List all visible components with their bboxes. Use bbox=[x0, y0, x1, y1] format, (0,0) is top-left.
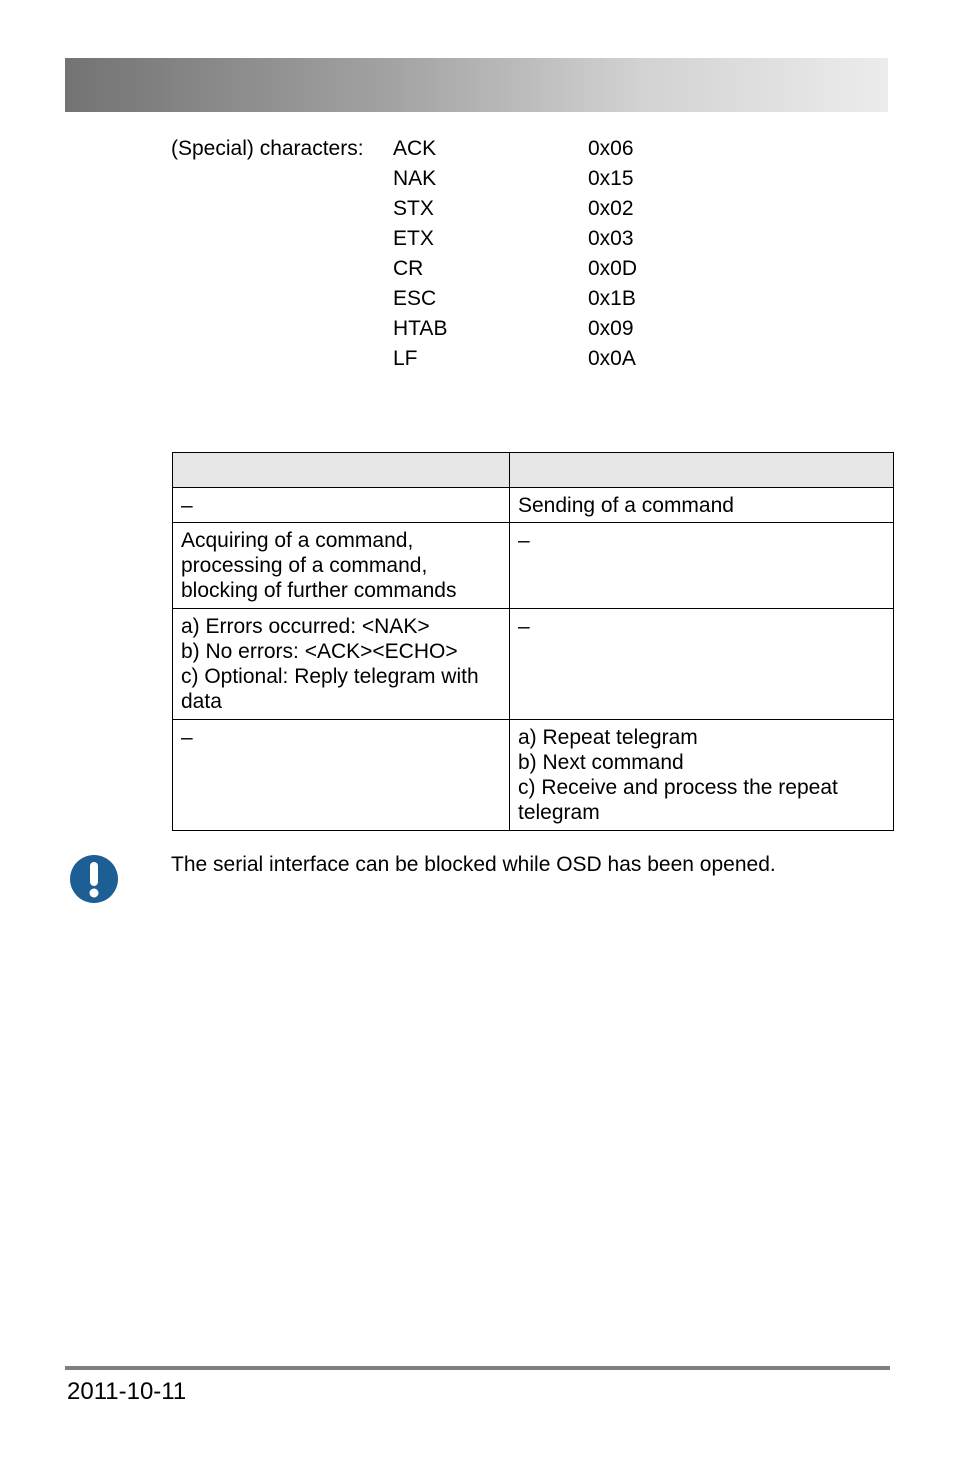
table-header-row bbox=[173, 453, 894, 488]
char-code: 0x0D bbox=[588, 257, 638, 280]
table-cell-left: Acquiring of a command, processing of a command, blocking of further commands bbox=[173, 523, 510, 609]
char-code: 0x09 bbox=[588, 317, 634, 340]
header-bar bbox=[65, 58, 888, 112]
char-name: ACK bbox=[393, 137, 437, 160]
protocol-table bbox=[172, 452, 894, 831]
char-name: ESC bbox=[393, 287, 437, 310]
special-characters-label: (Special) characters: bbox=[171, 137, 364, 160]
table-row bbox=[173, 523, 894, 609]
table-row bbox=[173, 488, 894, 523]
char-code: 0x02 bbox=[588, 197, 634, 220]
char-name: HTAB bbox=[393, 317, 448, 340]
exclamation-icon bbox=[69, 854, 119, 904]
table-row bbox=[173, 720, 894, 831]
table-cell-right: a) Repeat telegram b) Next command c) Receive and process the repeat telegram bbox=[510, 720, 894, 831]
table-row bbox=[173, 609, 894, 720]
char-code: 0x1B bbox=[588, 287, 636, 310]
table-cell-left: – bbox=[173, 720, 510, 831]
table-cell-right: Sending of a command bbox=[510, 488, 894, 523]
footer-divider bbox=[65, 1366, 890, 1370]
footer-date: 2011-10-11 bbox=[67, 1378, 187, 1405]
char-code: 0x0A bbox=[588, 347, 636, 370]
char-name: CR bbox=[393, 257, 424, 280]
char-name: NAK bbox=[393, 167, 437, 190]
char-code: 0x06 bbox=[588, 137, 634, 160]
char-name: LF bbox=[393, 347, 418, 370]
char-code: 0x03 bbox=[588, 227, 634, 250]
char-name: STX bbox=[393, 197, 434, 220]
table-cell-left: a) Errors occurred: <NAK> b) No errors: <ACK><ECHO> c) Optional: Reply telegram with data bbox=[173, 609, 510, 720]
table-header-cell bbox=[510, 453, 894, 488]
table-cell-right: – bbox=[510, 609, 894, 720]
table-header-cell bbox=[173, 453, 510, 488]
char-name: ETX bbox=[393, 227, 434, 250]
table-cell-right: – bbox=[510, 523, 894, 609]
char-code: 0x15 bbox=[588, 167, 634, 190]
table-cell-left: – bbox=[173, 488, 510, 523]
note-text: The serial interface can be blocked while OSD has been opened. bbox=[171, 853, 776, 876]
